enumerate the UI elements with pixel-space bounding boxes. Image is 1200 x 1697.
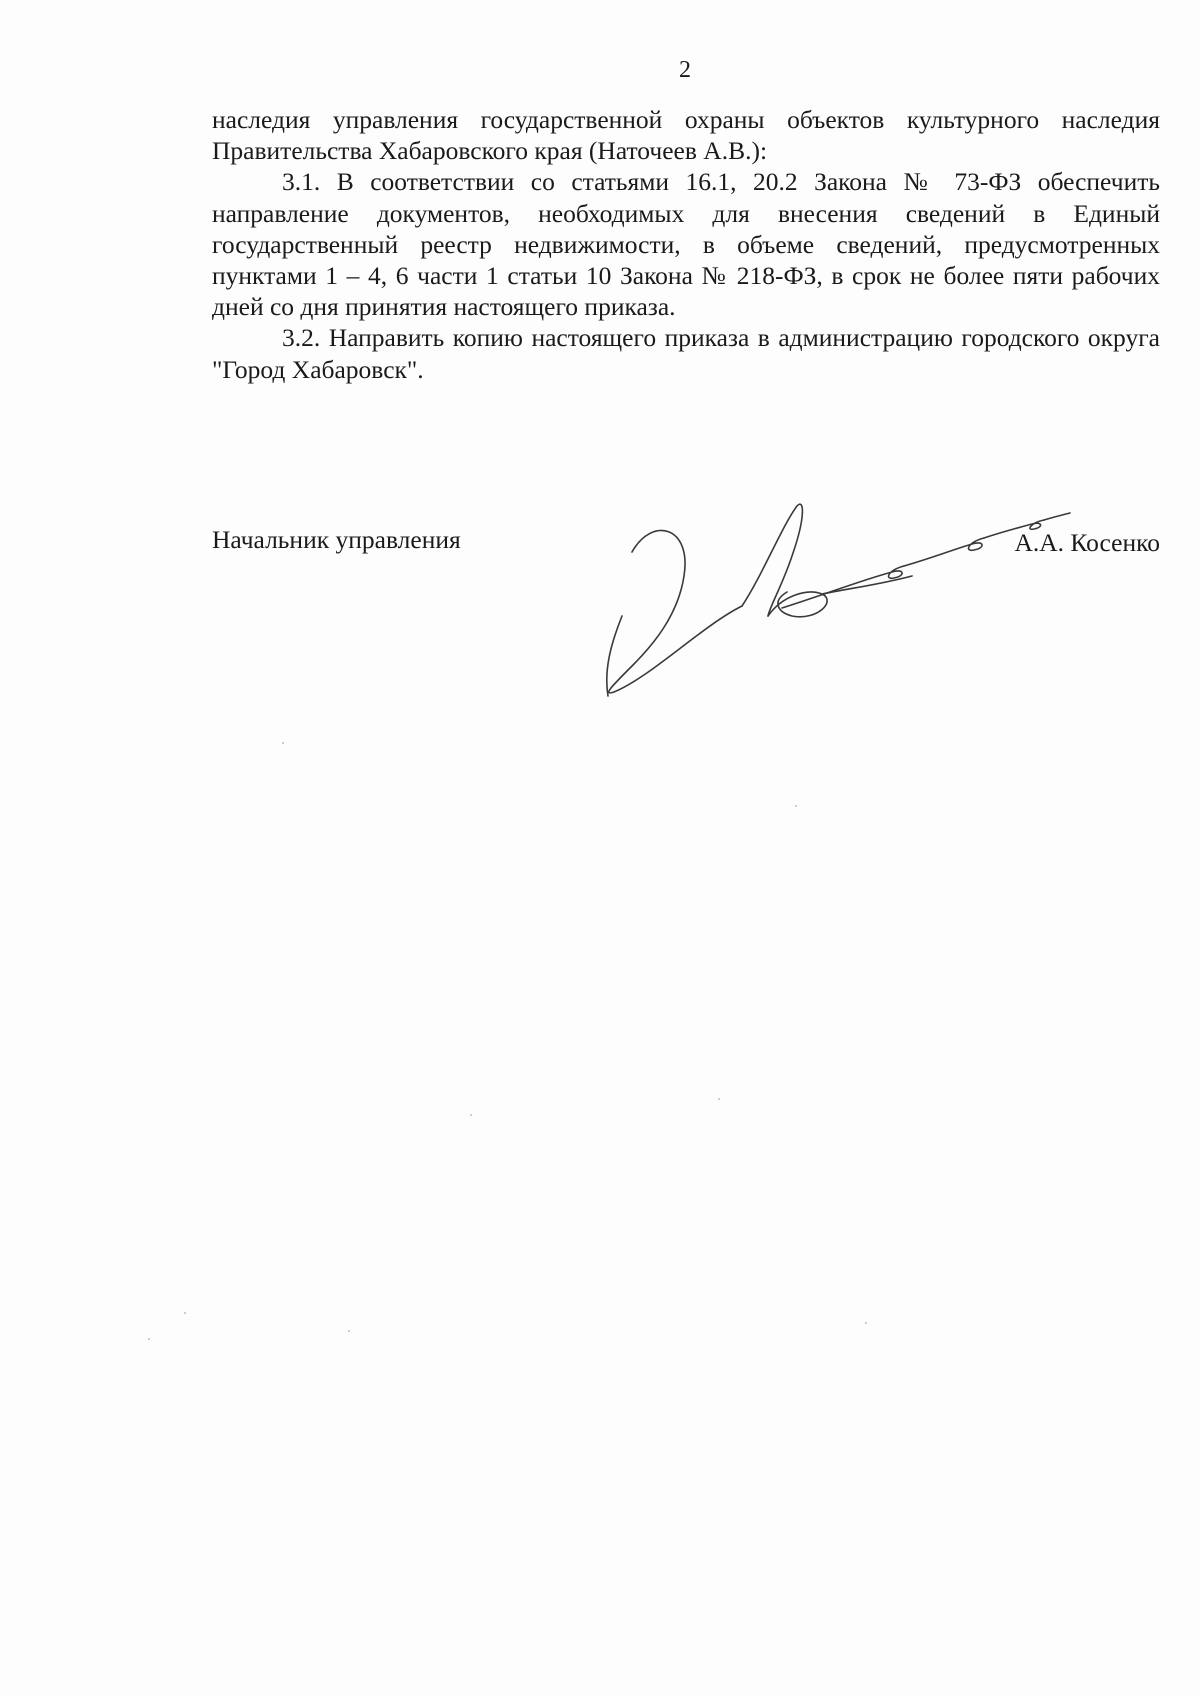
signature-block (212, 524, 1160, 724)
paragraph-3-1: 3.1. В соответствии со статьями 16.1, 20.2 Закона № 73-ФЗ обеспечить направление документов, необходимых для внесения сведений в Единый государственный реестр недвижимости, в объеме сведений, предусмотренных пунктами 1 – 4, 6 части 1 статьи 10 Закона № 218-ФЗ, в срок не более пяти рабочих дней со дня принятия настоящего приказа. (212, 167, 1160, 322)
document-body (212, 104, 1160, 385)
paragraph-3-2: 3.2. Направить копию настоящего приказа в администрацию городского округа "Город Хабаровск". (212, 323, 1160, 384)
signer-name: А.А. Косенко (1014, 528, 1160, 557)
scan-speck (795, 805, 797, 807)
scan-speck (718, 1098, 720, 1100)
scan-speck (865, 1322, 867, 1324)
handwritten-signature (592, 496, 1072, 706)
paragraph-continuation: наследия управления государственной охраны объектов культурного наследия Правительства Хабаровского края (Наточеев А.В.): (212, 105, 1160, 166)
page-number: 2 (679, 57, 691, 83)
scan-speck (470, 1114, 472, 1116)
scan-speck (148, 1338, 150, 1340)
signer-position: Начальник управления (212, 525, 461, 554)
scan-speck (348, 1330, 350, 1332)
scan-speck (184, 1312, 186, 1314)
scan-speck (282, 742, 284, 744)
